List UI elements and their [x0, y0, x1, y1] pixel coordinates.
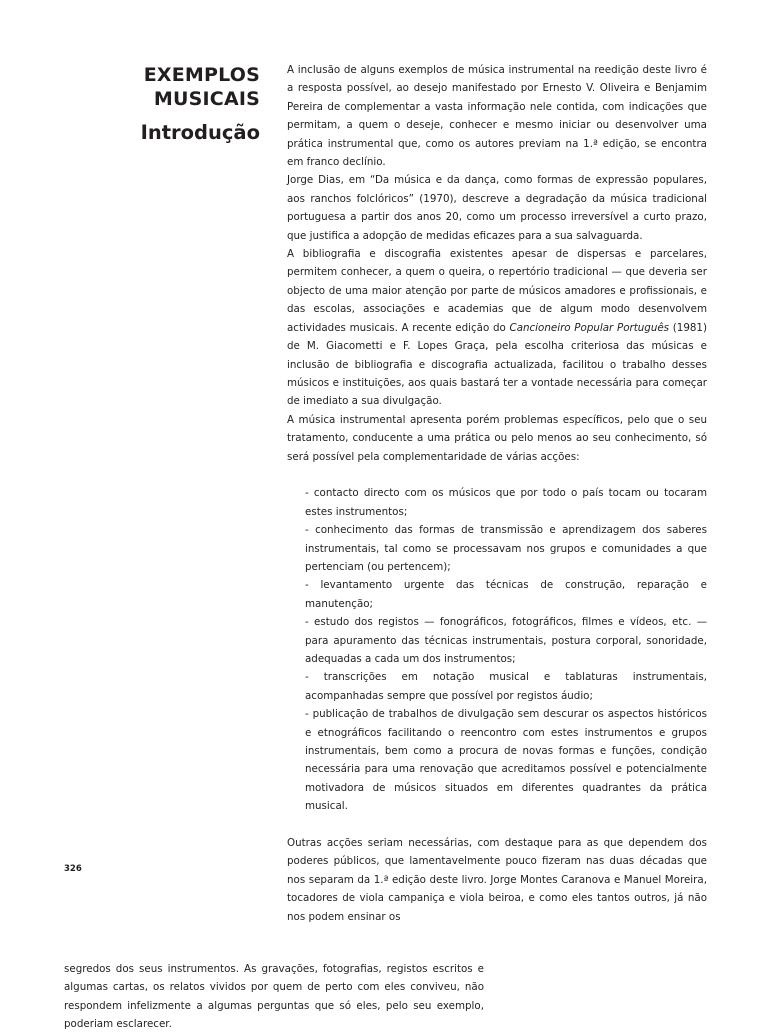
paragraph-1: A inclusão de alguns exemplos de música instrumental na reedição deste livro é a resposta possível, ao desejo manifestado por Ernesto V. Oliveira e Benjamim Pereira de complementar a vasta informação nele contida, com indicações que permitam, a quem o deseje, conhecer e mesmo iniciar ou desenvolver uma prática instrumental que, como os autores previam na 1.ª edição, se encontra em franco declínio.: [287, 64, 707, 169]
list-item: - transcrições em notação musical e tablaturas instrumentais, acompanhadas sempre que possível por registos áudio;: [305, 671, 707, 702]
paragraph-5: Outras acções seriam necessárias, com destaque para as que dependem dos poderes públicos, que lamentavelmente pouco fizeram nas duas décadas que nos separam da 1.ª edição deste livro. Jorge Montes Caranova e Manuel Moreira, tocadores de viola campaniça e viola beiroa, e como eles tantos outros, já não nos podem ensinar os: [287, 837, 707, 923]
section-heading: [60, 63, 260, 146]
paragraph-3-text-b: (1981) de M. Giacometti e F. Lopes Graça, pela escolha criteriosa das músicas e inclusão de bibliografia e discografia actualizada, facilitou o trabalho desses músicos e instituições, aos quais bastará ter a vontade necessária para começar de imediato a sua divulgação.: [287, 321, 708, 408]
page-number: 326: [64, 864, 82, 874]
section-title-line-1: EXEMPLOS: [143, 64, 260, 86]
main-text-column: [287, 61, 707, 926]
list-item: - estudo dos registos — fonográficos, fotográficos, filmes e vídeos, etc. — para apuramento das técnicas instrumentais, postura corporal, sonoridade, adequadas a cada um dos instrumentos;: [305, 616, 707, 665]
section-subtitle: Introdução: [140, 121, 260, 144]
book-title-cancioneiro: Cancioneiro Popular Português: [509, 321, 670, 334]
paragraph-3-text-a: A bibliografia e discografia existentes apesar de dispersas e parcelares, permitem conhecer, a quem o queira, o repertório tradicional — que deveria ser objecto de uma maior atenção por parte de músicos amadores e profissionais, e das escolas, associações e academias que de algum modo desenvolvem actividades musicais. A recente edição do: [287, 248, 707, 334]
continuation-paragraph: segredos dos seus instrumentos. As gravações, fotografias, registos escritos e algumas cartas, os relatos vividos por quem de perto com eles conviveu, não respondem infelizmente a algumas perguntas que só eles, pelo seu exemplo, poderiam esclarecer.: [64, 963, 484, 1031]
list-item: - conhecimento das formas de transmissão e aprendizagem dos saberes instrumentais, tal como se processavam nos grupos e comunidades a que pertenciam (ou pertencem);: [305, 524, 707, 573]
list-item: - levantamento urgente das técnicas de construção, reparação e manutenção;: [305, 579, 707, 610]
list-item: - contacto directo com os músicos que por todo o país tocam ou tocaram estes instrumentos;: [305, 487, 707, 518]
list-item: - publicação de trabalhos de divulgação sem descurar os aspectos históricos e etnográficos facilitando o reencontro com estes instrumentos e grupos instrumentais, bem como a procura de novas formas e funções, condição necessária para uma renovação que acreditamos possível e potencialmente motivadora de músicos situados em diferentes quadrantes da prática musical.: [305, 708, 707, 813]
paragraph-4: A música instrumental apresenta porém problemas específicos, pelo que o seu tratamento, conducente a uma prática ou pelo menos ao seu conhecimento, só será possível pela complementaridade de várias acções:: [287, 413, 707, 463]
section-title-line-2: MUSICAIS: [153, 88, 260, 110]
paragraph-2: Jorge Dias, em “Da música e da dança, como formas de expressão populares, aos ranchos folclóricos” (1970), descreve a degradação da música tradicional portuguesa a partir dos anos 20, como um processo irreversível a curto prazo, que justifica a adopção de medidas eficazes para a sua salvaguarda.: [287, 174, 707, 242]
paragraph-3: [287, 245, 707, 411]
section-title: [60, 63, 260, 111]
actions-list: [287, 484, 707, 815]
